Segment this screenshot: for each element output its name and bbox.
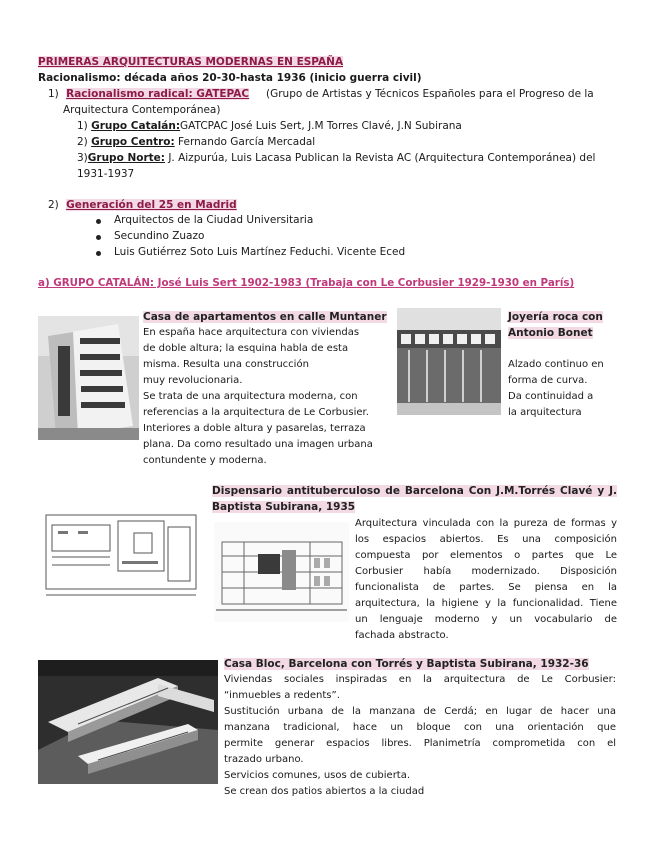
text-line: Sustitución urbana de la manzana de Cerdá; en lugar de hacer una <box>224 706 616 717</box>
page-title <box>38 54 343 70</box>
text-line: plana. Da como resultado una imagen urbana <box>143 439 373 450</box>
title-text: PRIMERAS ARQUITECTURAS MODERNAS EN ESPAÑA <box>38 56 344 68</box>
section-a-heading: a) GRUPO CATALÁN: José Luis Sert 1902-1983 (Trabaja con Le Corbusier 1929-1930 en París) <box>38 277 575 289</box>
group-number: 3) <box>77 152 88 164</box>
text-line: arquitectura, la higiene y la funcionalidad. Tiene <box>355 598 617 609</box>
item-2 <box>48 197 237 213</box>
joyeria-title-line1: Joyería roca con <box>508 311 603 323</box>
muntaner-building-photo <box>38 316 139 440</box>
text-line: forma de curva. <box>508 375 588 386</box>
group-norte <box>77 150 619 166</box>
text-line: “inmuebles a redents”. <box>224 690 340 701</box>
bullet-icon <box>96 251 101 256</box>
group-label: Grupo Catalán: <box>91 120 181 132</box>
group-text: J. Aizpurúa, Luis Lacasa Publican la Revista AC (Arquitectura Contemporánea) del <box>168 152 596 164</box>
bullet-icon <box>96 219 101 224</box>
joyeria-title <box>508 309 603 341</box>
text-line: funcionalista de partes. Se piensa en la <box>355 582 617 593</box>
dispensario-elevation-drawing <box>214 522 349 622</box>
item-2-number: 2) <box>48 199 59 211</box>
muntaner-text <box>143 325 393 469</box>
text-line: Se crean dos patios abiertos a la ciudad <box>224 786 425 797</box>
bloc-title-text: Casa Bloc, Barcelona con Torrés y Baptista Subirana, 1932-36 <box>224 658 589 670</box>
text-line: Alzado continuo en <box>508 359 604 370</box>
text-line: Corbusier había modernizado. Disposición <box>355 566 617 577</box>
joyeria-text <box>508 357 618 421</box>
casa-bloc-model-photo <box>38 660 218 784</box>
text-line: permite generar espacios libres. Planimetría comprometida con el <box>224 738 616 749</box>
text-line: misma. Resulta una construcción <box>143 359 309 370</box>
group-norte-line2: 1931-1937 <box>77 168 135 180</box>
text-line: referencias a la arquitectura de Le Corbusier. <box>143 407 369 418</box>
group-label: Grupo Centro: <box>91 136 175 148</box>
item-1-label: Racionalismo radical: GATEPAC <box>66 88 250 100</box>
muntaner-title <box>143 309 387 325</box>
text-line: contundente y moderna. <box>143 455 267 466</box>
dispensario-plan-drawing <box>38 501 205 602</box>
bloc-title <box>224 656 589 672</box>
muntaner-title-text: Casa de apartamentos en calle Muntaner <box>143 311 387 323</box>
bullet-icon <box>96 235 101 240</box>
bullet-item: Secundino Zuazo <box>114 230 205 242</box>
item-2-label: Generación del 25 en Madrid <box>66 199 237 211</box>
text-line: los espacios abiertos. Es una composición <box>355 534 617 545</box>
text-line: la arquitectura <box>508 407 582 418</box>
group-text: GATCPAC José Luis Sert, J.M Torres Clavé, J.N Subirana <box>180 120 462 132</box>
dispensario-title <box>212 483 617 515</box>
joyeria-roca-photo <box>397 308 501 415</box>
text-line: Arquitectura vinculada con la pureza de formas y <box>355 518 617 529</box>
text-line: Da continuidad a <box>508 391 594 402</box>
text-line: Viviendas sociales inspiradas en la arquitectura de Le Corbusier: <box>224 674 616 685</box>
group-centro <box>77 134 315 150</box>
text-line: compuesta por elementos o partes que Le <box>355 550 617 561</box>
group-number: 2) <box>77 136 88 148</box>
text-line: muy revolucionaria. <box>143 375 243 386</box>
text-line: trazado urbano. <box>224 754 304 765</box>
text-line: En españa hace arquitectura con viviendas <box>143 327 360 338</box>
bullet-item: Luis Gutiérrez Soto Luis Martínez Feduchi. Vicente Eced <box>114 246 406 258</box>
text-line: fachada abstracto. <box>355 630 449 641</box>
group-catalan <box>77 118 462 134</box>
bloc-text <box>224 672 616 800</box>
text-line: de doble altura; la esquina habla de esta <box>143 343 349 354</box>
item-1-desc-line1: (Grupo de Artistas y Técnicos Españoles para el Progreso de la <box>266 88 594 100</box>
group-text: Fernando García Mercadal <box>178 136 316 148</box>
group-label: Grupo Norte: <box>87 152 165 164</box>
text-line: Servicios comunes, usos de cubierta. <box>224 770 411 781</box>
dispensario-title-line2: Baptista Subirana, 1935 <box>212 501 356 513</box>
bullet-item: Arquitectos de la Ciudad Universitaria <box>114 214 314 226</box>
joyeria-title-line2: Antonio Bonet <box>508 327 593 339</box>
text-line: manzana tradicional, hace un bloque con una orientación que <box>224 722 616 733</box>
item-1-desc-line2: Arquitectura Contemporánea) <box>63 104 221 116</box>
text-line: Interiores a doble altura y pasarelas, terraza <box>143 423 366 434</box>
item-1-number: 1) <box>48 88 59 100</box>
subtitle: Racionalismo: década años 20-30-hasta 1936 (inicio guerra civil) <box>38 72 422 84</box>
group-number: 1) <box>77 120 88 132</box>
text-line: un lenguaje moderno y un vocabulario de <box>355 614 617 625</box>
dispensario-title-line1: Dispensario antituberculoso de Barcelona Con J.M.Torrés Clavé y J. <box>212 485 617 497</box>
dispensario-text <box>355 516 617 644</box>
text-line: Se trata de una arquitectura moderna, con <box>143 391 358 402</box>
